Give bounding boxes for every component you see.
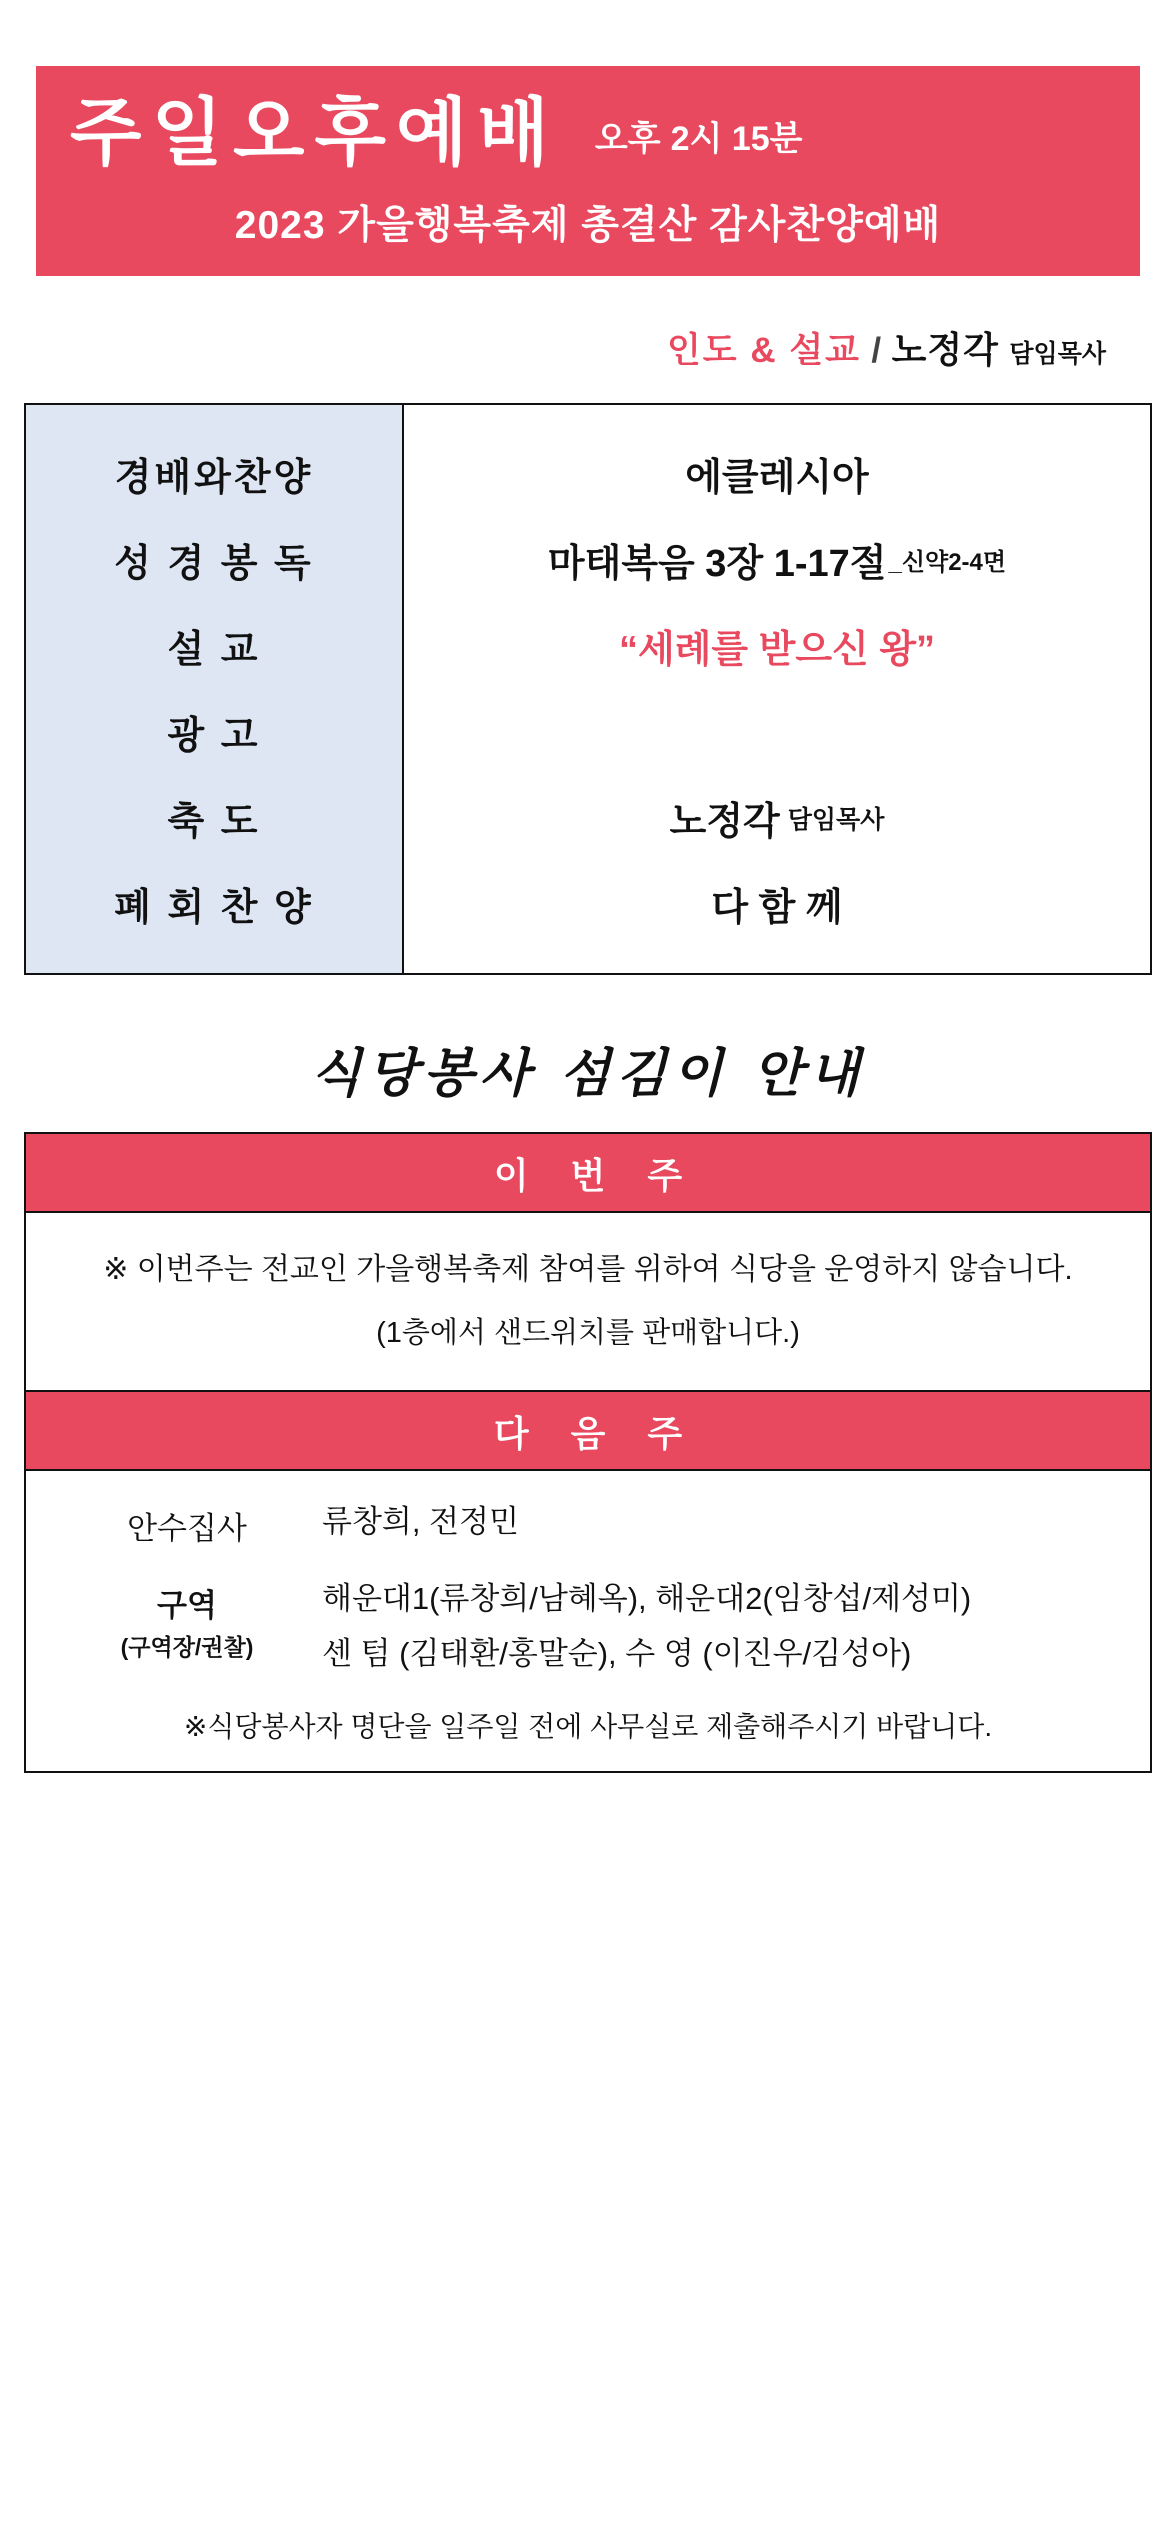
bulletin-page [0,66,1176,2546]
preacher-separator: / [871,330,882,370]
order-value [404,861,1150,947]
order-label: 폐 회 찬 양 [114,887,314,930]
banner-title-row [70,91,1106,174]
order-label: 설 교 [167,629,261,672]
order-value-text: 마태복음 3장 1-17절 [547,543,887,586]
order-value-text: 노정각 [669,801,780,844]
next-week-row-value [322,1576,1124,1677]
this-week-note-line1: ※ 이번주는 전교인 가을행복축제 참여를 위하여 식당을 운영하지 않습니다. [103,1252,1073,1286]
this-week-body [26,1213,1150,1392]
preacher-line [0,322,1136,373]
next-week-row-label [52,1499,322,1548]
next-week-body [26,1471,1150,1771]
order-value-note: 담임목사 [787,805,885,834]
meal-service-box [24,1132,1152,1773]
order-label: 광 고 [167,715,261,758]
next-week-row-label-text: 안수집사 [127,1511,247,1547]
order-label: 경배와찬양 [114,457,314,500]
order-value-text: 다 함 께 [711,887,843,930]
next-week-row-value-line1: 해운대1(류창희/남혜옥), 해운대2(임창섭/제성미) [322,1581,972,1617]
order-labels-column [26,405,404,973]
service-time-prefix: 오후 [594,119,661,158]
this-week-header: 이 번 주 [26,1134,1150,1213]
order-value-note: _신약2-4면 [888,549,1007,577]
next-week-row [52,1576,1124,1677]
service-time [595,111,803,172]
order-label: 성 경 봉 독 [114,543,314,586]
meal-service-heading: 식당봉사 섬김이 안내 [310,1042,866,1104]
order-value-text: 에클레시아 [685,457,869,500]
next-week-row-value-line1: 류창희, 전정민 [322,1504,519,1540]
next-week-row-value-line2: 센 텀 (김태환/홍말순), 수 영 (이진우/김성아) [322,1635,912,1671]
order-of-service-table [24,403,1152,975]
next-week-row-label [52,1576,322,1662]
next-week-footnote: ※식당봉사자 명단을 일주일 전에 사무실로 제출해주시기 바랍니다. [183,1711,993,1743]
order-label: 축 도 [167,801,261,844]
service-banner [36,66,1140,276]
order-value-text: “세례를 받으신 왕” [618,629,936,672]
order-value [404,517,1150,603]
next-week-row-label-text: 구역 [157,1588,217,1624]
this-week-note-line2: (1층에서 샌드위치를 판매합니다.) [376,1317,800,1350]
next-week-row-label-sub: (구역장/권찰) [120,1634,254,1661]
order-values-column [404,405,1150,973]
service-title: 주일오후예배 [70,91,559,174]
order-value [404,431,1150,517]
service-time-value: 2시 15분 [670,119,803,158]
next-week-row-value [322,1499,1124,1546]
preacher-role: 인도 & 설교 [667,330,861,370]
order-value-empty [404,689,1150,775]
next-week-row [52,1499,1124,1548]
service-subtitle: 2023 가을행복축제 총결산 감사찬양예배 [234,203,942,247]
preacher-name: 노정각 [891,328,999,370]
order-value-sermon [404,603,1150,689]
next-week-header: 다 음 주 [26,1392,1150,1471]
preacher-title: 담임목사 [1009,339,1106,368]
order-value [404,775,1150,861]
